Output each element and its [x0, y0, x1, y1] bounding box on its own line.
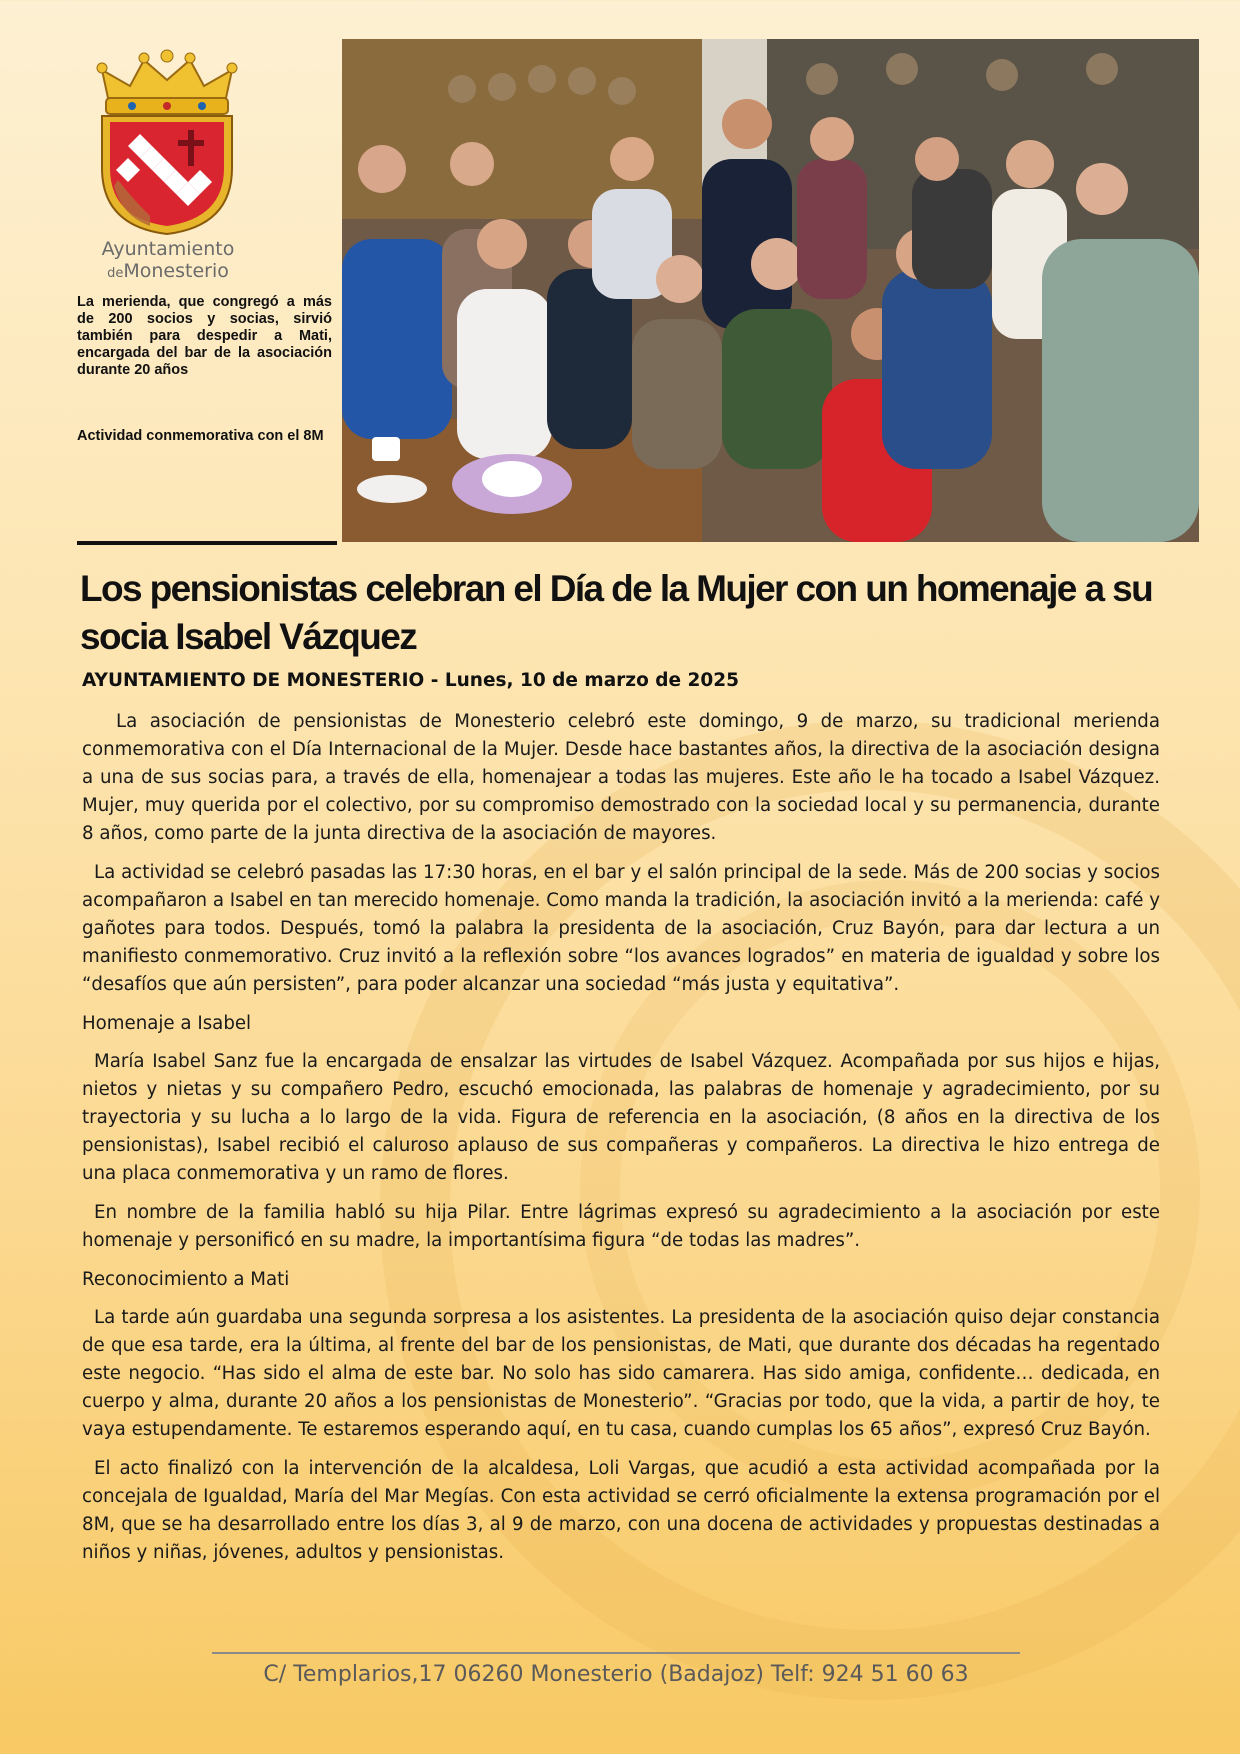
article-body: [82, 708, 1160, 1578]
article-title: Los pensionistas celebran el Día de la Mujer con un homenaje a su socia Isabel Vázquez: [80, 568, 1153, 657]
byline-date: Lunes, 10 de marzo de 2025: [444, 670, 739, 691]
crown-icon: [97, 50, 237, 114]
article-byline: AYUNTAMIENTO DE MONESTERIO - Lunes, 10 de marzo de 2025: [82, 670, 739, 691]
group-photo: [342, 39, 1199, 542]
photo-subcaption: Actividad conmemorativa con el 8M: [77, 428, 324, 444]
article-paragraph-3: María Isabel Sanz fue la encargada de ensalzar las virtudes de Isabel Vázquez. Acompañada por sus hijos e hijas, nietos y nietas y su compañero Pedro, escuchó emocionada, las palabras de homenaje y agradecimiento, por su trayectoria y su lucha a lo largo de la vida. Figura de referencia en la asociación, (8 años en la directiva de los pensionistas), Isabel recibió el caluroso aplauso de sus compañeras y compañeros. La directiva le hizo entrega de una placa conmemorativa y un ramo de flores.: [82, 1051, 1160, 1184]
sidebar-divider: [77, 541, 337, 545]
logo-caption: [78, 238, 258, 285]
photo-caption: La merienda, que congregó a más de 200 socios y socias, sirvió también para despedir a Mati, encargada del bar de la asociación durante 20 años: [77, 294, 332, 378]
logo-line-2-prefix: de: [107, 266, 124, 281]
article-paragraph-2: La actividad se celebró pasadas las 17:30 horas, en el bar y el salón principal de la sede. Más de 200 socias y socios acompañaron a Isabel en tan merecido homenaje. Como manda la tradición, la asociación invitó a la merienda: café y gañotes para todos. Después, tomó la palabra la presidenta de la asociación, Cruz Bayón, para dar lectura a un manifiesto conmemorativo. Cruz invitó a la reflexión sobre “los avances logrados” en materia de igualdad y sobre los “desafíos que aún persisten”, para poder alcanzar una sociedad “más justa y equitativa”.: [82, 862, 1160, 995]
section-heading-reconocimiento: Reconocimiento a Mati: [82, 1269, 290, 1290]
article-paragraph-6: El acto finalizó con la intervención de la alcaldesa, Loli Vargas, que acudió a esta actividad acompañada por la concejala de Igualdad, María del Mar Megías. Con esta actividad se cerró oficialmente la extensa programación por el 8M, que se ha desarrollado entre los días 3, al 9 de marzo, con una docena de actividades y propuestas destinadas a niños y niñas, jóvenes, adultos y pensionistas.: [82, 1458, 1160, 1563]
footer-divider: [212, 1652, 1020, 1654]
shield-icon: [102, 116, 232, 234]
article-paragraph-5: La tarde aún guardaba una segunda sorpresa a los asistentes. La presidenta de la asociación quiso dejar constancia de que esa tarde, era la última, al frente del bar de los pensionistas, de Mati, que durante dos décadas ha regentado este negocio. “Has sido el alma de este bar. No solo has sido camarera. Has sido amiga, confidente… dedicada, en cuerpo y alma, durante 20 años a los pensionistas de Monesterio”. “Gracias por todo, que la vida, a partir de hoy, te vaya estupendamente. Te estaremos esperando aquí, en tu casa, cuando cumplas los 65 años”, expresó Cruz Bayón.: [82, 1307, 1160, 1440]
article-paragraph-1: La asociación de pensionistas de Monesterio celebró este domingo, 9 de marzo, su tradicional merienda conmemorativa con el Día Internacional de la Mujer. Desde hace bastantes años, la directiva de la asociación designa a una de sus socias para, a través de ella, homenajear a todas las mujeres. Este año le ha tocado a Isabel Vázquez. Mujer, muy querida por el colectivo, por su compromiso demostrado con la sociedad local y su permanencia, durante 8 años, como parte de la junta directiva de la asociación de mayores.: [82, 711, 1160, 844]
logo-line-1: Ayuntamiento: [101, 238, 235, 260]
article-paragraph-4: En nombre de la familia habló su hija Pilar. Entre lágrimas expresó su agradecimiento a la asociación por este homenaje y personificó en su madre, la importantísima figura “de todas las madres”.: [82, 1202, 1160, 1251]
logo-line-2-main: Monesterio: [123, 260, 229, 282]
footer-address: C/ Templarios,17 06260 Monesterio (Badajoz) Telf: 924 51 60 63: [263, 1662, 969, 1687]
section-heading-homenaje: Homenaje a Isabel: [82, 1013, 252, 1034]
byline-source: AYUNTAMIENTO DE MONESTERIO: [82, 670, 425, 691]
logo-line-2: [78, 260, 258, 285]
